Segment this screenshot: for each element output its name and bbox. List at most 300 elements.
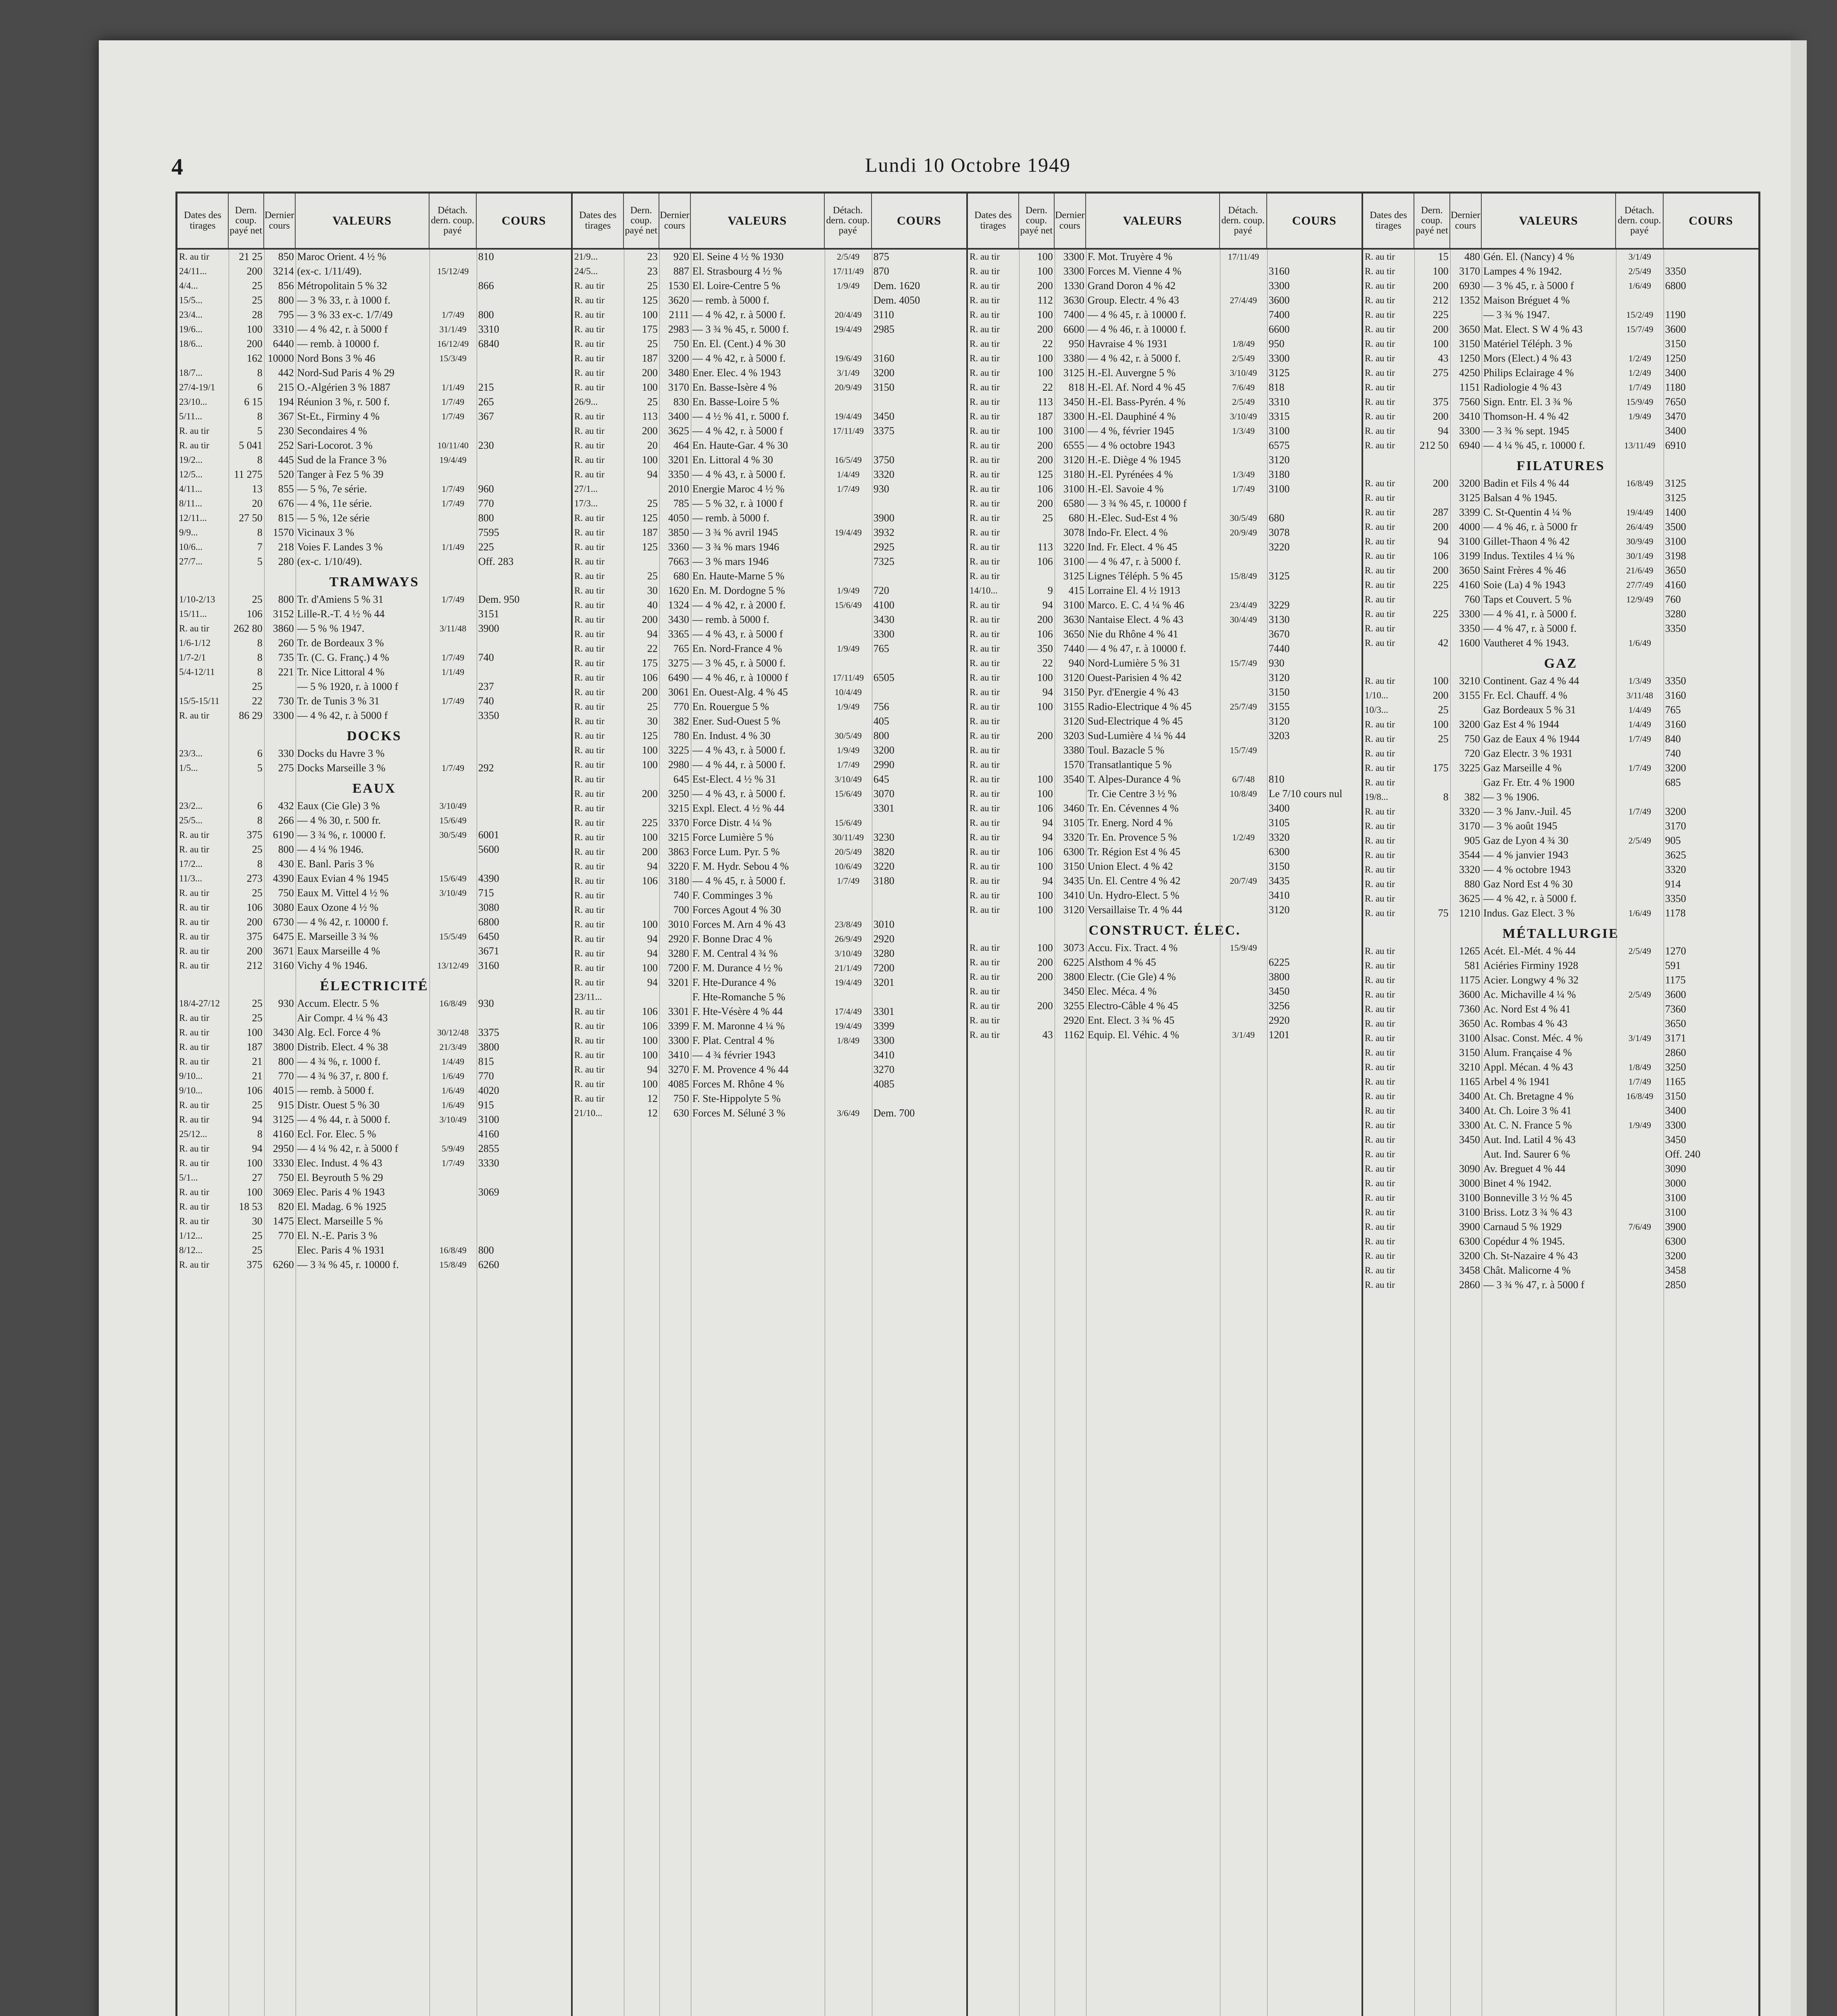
row-security-name: Philips Eclairage 4 % — [1483, 367, 1574, 379]
row-detach-date: 25/7/49 — [1230, 702, 1257, 712]
row-last-price: 6225 — [1063, 956, 1084, 968]
listing-row — [1363, 1133, 1758, 1147]
column-body — [573, 250, 966, 2016]
row-detach-date: 3/10/49 — [439, 801, 467, 811]
listing-row — [573, 525, 966, 540]
row-detach-date: 3/11/48 — [439, 623, 467, 633]
row-quote: 7200 — [873, 962, 895, 974]
row-last-price: 4160 — [273, 1128, 294, 1140]
row-security-name: Transatlantique 5 % — [1087, 759, 1172, 771]
row-last-price: 3301 — [668, 1006, 689, 1017]
row-security-name: — 3 % 33, r. à 1000 f. — [297, 294, 390, 306]
row-security-name: Ch. St-Nazaire 4 % 43 — [1483, 1250, 1578, 1262]
row-quote: 4390 — [478, 873, 499, 884]
listing-row — [177, 279, 571, 293]
row-security-name: At. Ch. Bretagne 4 % — [1483, 1090, 1574, 1102]
row-quote — [477, 1170, 571, 1185]
row-last-price: 218 — [278, 541, 294, 553]
row-detach-date — [1616, 1249, 1664, 1263]
listing-row — [573, 264, 966, 279]
row-security-name: H.-E. Diège 4 % 1945 — [1087, 454, 1181, 466]
row-quote: 770 — [478, 498, 494, 509]
row-dates: 5/1... — [179, 1173, 198, 1183]
column-rule — [1267, 250, 1268, 2016]
row-quote: 818 — [1268, 381, 1284, 393]
row-coupon: 350 — [1037, 643, 1053, 654]
row-dates: R. au tir — [970, 411, 1000, 421]
row-last-price: 3100 — [1063, 425, 1084, 437]
row-quote: 5600 — [478, 843, 499, 855]
listing-row — [968, 540, 1362, 554]
row-coupon: 125 — [642, 730, 658, 741]
row-dates: R. au tir — [574, 629, 605, 639]
row-last-price: 950 — [1068, 338, 1084, 350]
listing-row — [1363, 409, 1758, 424]
row-detach-date: 3/1/49 — [837, 368, 860, 378]
row-dates: R. au tir — [1365, 1164, 1395, 1174]
row-coupon: 100 — [642, 309, 658, 321]
row-security-name: Ener. Sud-Ouest 5 % — [692, 715, 780, 727]
row-last-price: 3100 — [1063, 599, 1084, 611]
row-security-name: Mors (Elect.) 4 % 43 — [1483, 352, 1572, 364]
row-detach-date — [1616, 848, 1664, 862]
row-dates: R. au tir — [179, 1260, 209, 1270]
row-security-name: Thomson-H. 4 % 42 — [1483, 410, 1569, 422]
row-last-price: 432 — [278, 800, 294, 812]
row-last-price: 770 — [278, 1070, 294, 1082]
row-quote: 3171 — [1665, 1032, 1686, 1044]
row-quote: 3200 — [1665, 1250, 1686, 1262]
row-last-price: 3280 — [668, 948, 689, 959]
row-coupon: 200 — [1037, 439, 1053, 451]
row-quote: 3932 — [873, 527, 895, 538]
row-dates: 24/5... — [574, 266, 598, 276]
row-last-price: 6600 — [1063, 323, 1084, 335]
row-last-price: 1210 — [1459, 907, 1480, 919]
row-quote — [1664, 293, 1758, 308]
row-detach-date: 1/6/49 — [442, 1100, 465, 1110]
row-last-price: 1324 — [668, 599, 689, 611]
row-dates: R. au tir — [1365, 493, 1395, 503]
row-detach-date: 16/8/49 — [439, 998, 467, 1008]
row-last-price: 2920 — [668, 933, 689, 945]
listing-row — [177, 1025, 571, 1040]
row-coupon: 94 — [252, 1143, 263, 1154]
listing-row — [177, 453, 571, 467]
row-detach-date — [1220, 540, 1267, 554]
row-detach-date: 3/1/49 — [1232, 1030, 1255, 1040]
row-quote: 1270 — [1665, 945, 1686, 957]
row-quote: 770 — [478, 1070, 494, 1082]
row-quote: 237 — [478, 681, 494, 692]
row-security-name: Ac. Rombas 4 % 43 — [1483, 1018, 1568, 1029]
row-quote: 6840 — [478, 338, 499, 350]
row-last-price — [264, 679, 296, 694]
listing-row — [968, 656, 1362, 671]
listing-row — [177, 746, 571, 761]
row-security-name: H.-El. Savoie 4 % — [1087, 483, 1164, 495]
listing-row — [573, 743, 966, 758]
row-dates: R. au tir — [1365, 310, 1395, 320]
row-security-name: Distr. Ouest 5 % 30 — [297, 1099, 380, 1111]
row-dates: R. au tir — [179, 252, 209, 262]
row-security-name: Gaz de Eaux 4 % 1944 — [1483, 733, 1580, 745]
listing-row — [1363, 1191, 1758, 1205]
row-security-name: Havraise 4 % 1931 — [1087, 338, 1168, 350]
row-dates: R. au tir — [179, 830, 209, 840]
row-coupon — [1414, 1016, 1450, 1031]
listing-row — [573, 729, 966, 743]
row-coupon: 100 — [1037, 309, 1053, 321]
row-coupon — [1414, 862, 1450, 877]
row-last-price: 7663 — [668, 556, 689, 567]
row-security-name: Group. Electr. 4 % 43 — [1087, 294, 1179, 306]
row-security-name: Accum. Electr. 5 % — [297, 998, 379, 1009]
page-edge — [1791, 40, 1807, 2016]
row-security-name: F. M. Durance 4 ½ % — [692, 962, 782, 974]
row-quote: Dem. 950 — [478, 594, 520, 605]
row-last-price: 3399 — [1459, 506, 1480, 518]
row-coupon: 21 25 — [239, 251, 263, 262]
row-last-price: 1530 — [668, 280, 689, 292]
row-detach-date — [1616, 1002, 1664, 1016]
row-coupon — [1019, 1013, 1055, 1028]
row-coupon — [1414, 1002, 1450, 1016]
listing-row — [968, 337, 1362, 351]
row-quote: 4160 — [1665, 579, 1686, 591]
row-security-name: Gaz Fr. Etr. 4 % 1900 — [1483, 777, 1574, 788]
row-last-price: 820 — [278, 1201, 294, 1212]
listing-row — [1363, 746, 1758, 761]
row-last-price: 3320 — [1459, 864, 1480, 875]
row-detach-date — [1220, 308, 1267, 322]
row-detach-date: 30/9/49 — [1626, 536, 1654, 546]
row-security-name: — 4 % 45, r. à 5000 f. — [692, 875, 786, 887]
row-dates: R. au tir — [970, 702, 1000, 712]
listing-row — [177, 1127, 571, 1141]
listing-row — [1363, 819, 1758, 833]
listing-row — [968, 641, 1362, 656]
row-detach-date: 21/1/49 — [834, 963, 862, 973]
row-last-price: 818 — [1068, 381, 1084, 393]
row-security-name: Gén. El. (Nancy) 4 % — [1483, 251, 1574, 262]
row-dates: R. au tir — [1365, 864, 1395, 875]
row-security-name: F. Plat. Central 4 % — [692, 1035, 774, 1046]
row-security-name: Energie Maroc 4 ½ % — [692, 483, 785, 495]
listing-row — [1363, 636, 1758, 650]
row-detach-date: 1/7/49 — [442, 397, 465, 407]
row-dates: R. au tir — [1365, 676, 1395, 686]
row-quote: 3300 — [1268, 352, 1290, 364]
listing-row — [1363, 804, 1758, 819]
row-security-name: Forces M. Rhône 4 % — [692, 1078, 784, 1090]
listing-row — [968, 308, 1362, 322]
row-last-price: 3450 — [1063, 985, 1084, 997]
row-security-name: Eaux (Cie Gle) 3 % — [297, 800, 380, 812]
row-detach-date: 1/3/49 — [1628, 676, 1651, 686]
row-quote — [1267, 941, 1362, 955]
row-coupon: 106 — [246, 902, 263, 913]
listing-row — [968, 1013, 1362, 1028]
row-detach-date — [430, 554, 477, 569]
row-dates: R. au tir — [179, 440, 209, 450]
listing-row — [573, 511, 966, 525]
row-detach-date — [1616, 790, 1664, 804]
row-security-name: Gaz de Lyon 4 ¾ 30 — [1483, 835, 1568, 846]
row-detach-date — [430, 424, 477, 438]
row-coupon: 200 — [1432, 280, 1449, 292]
row-dates: R. au tir — [970, 943, 1000, 953]
listing-row — [1363, 732, 1758, 746]
row-dates: R. au tir — [970, 252, 1000, 262]
row-last-price: 581 — [1464, 960, 1480, 971]
row-last-price: 3380 — [1063, 352, 1084, 364]
row-security-name: En. Basse-Isère 4 % — [692, 381, 777, 393]
row-quote — [1267, 743, 1362, 758]
listing-row — [1363, 1249, 1758, 1263]
row-last-price: 1175 — [1459, 974, 1480, 986]
row-quote: 3160 — [1665, 689, 1686, 701]
row-quote — [872, 888, 966, 903]
row-last-price: 3078 — [1063, 527, 1084, 538]
row-coupon — [1414, 1118, 1450, 1133]
row-coupon: 43 — [1438, 352, 1449, 364]
listing-row — [1363, 1205, 1758, 1220]
row-security-name: Un. Hydro-Elect. 5 % — [1087, 889, 1180, 901]
row-security-name: Elect. Marseille 5 % — [297, 1215, 383, 1227]
row-detach-date: 15/7/49 — [1230, 658, 1257, 668]
column-rule — [1414, 250, 1415, 2016]
row-dates: R. au tir — [970, 861, 1000, 871]
listing-row — [573, 409, 966, 424]
row-coupon: 100 — [642, 454, 658, 466]
row-quote: 3080 — [478, 902, 499, 913]
row-coupon: 27 50 — [239, 512, 263, 524]
row-last-price: 275 — [278, 762, 294, 774]
row-coupon: 106 — [1432, 550, 1449, 562]
row-quote: 3203 — [1268, 730, 1290, 741]
row-dates: R. au tir — [574, 513, 605, 523]
row-security-name: Union Elect. 4 % 42 — [1087, 860, 1173, 872]
row-security-name: — 4 % 42, r. à 5000 f. — [1483, 893, 1577, 904]
row-quote: 3400 — [1665, 425, 1686, 437]
row-security-name: F. M. Maronne 4 ¼ % — [692, 1020, 785, 1032]
row-security-name: — 3 % 1906. — [1483, 791, 1539, 803]
row-detach-date — [1616, 1147, 1664, 1162]
row-last-price: 1330 — [1063, 280, 1084, 292]
row-quote: 3160 — [1665, 719, 1686, 730]
row-coupon: 106 — [642, 672, 658, 683]
row-detach-date — [1220, 1013, 1267, 1028]
row-last-price: 780 — [673, 730, 689, 741]
row-detach-date: 30/1/49 — [1626, 551, 1654, 561]
row-detach-date: 1/1/49 — [442, 542, 465, 552]
row-dates: R. au tir — [1365, 382, 1395, 392]
listing-row — [573, 453, 966, 467]
row-quote: 3150 — [1268, 686, 1290, 698]
listing-row — [1363, 717, 1758, 732]
row-coupon: 106 — [642, 1020, 658, 1032]
listing-row — [1363, 476, 1758, 491]
row-detach-date — [1616, 1133, 1664, 1147]
listing-row — [573, 424, 966, 438]
row-security-name: Radio-Electrique 4 % 45 — [1087, 701, 1192, 712]
row-quote: 875 — [873, 251, 889, 262]
row-coupon: 5 041 — [239, 439, 263, 451]
row-dates: R. au tir — [1365, 1091, 1395, 1101]
row-quote: 3900 — [1665, 1221, 1686, 1233]
row-last-price: 3120 — [1063, 904, 1084, 916]
row-security-name: — 4 % 44, r. à 5000 f. — [297, 1114, 390, 1125]
row-last-price: 3225 — [668, 744, 689, 756]
row-security-name: Accu. Fix. Tract. 4 % — [1087, 942, 1178, 954]
row-detach-date: 20/4/49 — [834, 310, 862, 320]
listing-row — [177, 813, 571, 828]
row-quote — [872, 903, 966, 917]
row-security-name: Tr. (C. G. Franç.) 4 % — [297, 652, 389, 663]
row-last-price: 3860 — [273, 623, 294, 634]
row-detach-date: 3/10/49 — [834, 948, 862, 958]
listing-row — [1363, 877, 1758, 891]
row-coupon: 187 — [642, 352, 658, 364]
row-dates: R. au tir — [1365, 397, 1395, 407]
row-coupon: 225 — [1432, 608, 1449, 620]
row-coupon — [1414, 1220, 1450, 1234]
row-coupon — [1414, 1031, 1450, 1045]
listing-row — [177, 842, 571, 857]
row-coupon: 100 — [246, 323, 263, 335]
row-coupon: 21 — [252, 1070, 263, 1082]
row-detach-date — [430, 250, 477, 264]
row-security-name: Vautheret 4 % 1943. — [1483, 637, 1569, 649]
row-security-name: Gaz Bordeaux 5 % 31 — [1483, 704, 1576, 716]
listing-row — [573, 1019, 966, 1033]
row-last-price: 887 — [673, 265, 689, 277]
row-security-name: — 4 % octobre 1943 — [1483, 864, 1571, 875]
row-security-name: En. Littoral 4 % 30 — [692, 454, 773, 466]
row-security-name: Alg. Ecl. Force 4 % — [297, 1027, 381, 1038]
row-security-name: Lorraine El. 4 ½ 1913 — [1087, 585, 1180, 596]
row-last-price: 4160 — [1459, 579, 1480, 591]
row-quote — [477, 665, 571, 679]
row-dates: 1/10... — [1365, 690, 1389, 700]
row-coupon — [1414, 621, 1450, 636]
row-dates: R. au tir — [970, 745, 1000, 755]
row-coupon: 25 — [647, 498, 658, 509]
row-last-price: 676 — [278, 498, 294, 509]
row-dates: R. au tir — [1365, 638, 1395, 648]
row-security-name: Matériel Téléph. 3 % — [1483, 338, 1572, 350]
row-last-price: 194 — [278, 396, 294, 408]
row-dates: R. au tir — [574, 934, 605, 944]
row-dates: 1/6-1/12 — [179, 638, 211, 648]
row-detach-date: 2/5/49 — [1628, 835, 1651, 846]
row-security-name: Ac. Nord Est 4 % 41 — [1483, 1003, 1571, 1015]
row-security-name: F. Hte-Durance 4 % — [692, 977, 776, 988]
row-security-name: — 4 %, février 1945 — [1087, 425, 1174, 437]
row-security-name: — 3 ¾ % 47, r. à 5000 f — [1483, 1279, 1585, 1291]
row-quote: 800 — [478, 309, 494, 321]
row-quote: 3100 — [1268, 425, 1290, 437]
row-security-name: Nord-Sud Paris 4 % 29 — [297, 367, 394, 379]
row-detach-date: 3/10/49 — [1230, 411, 1257, 421]
row-coupon: 375 — [246, 931, 263, 942]
row-dates: R. au tir — [574, 585, 605, 596]
listing-row — [968, 743, 1362, 758]
row-dates: R. au tir — [970, 397, 1000, 407]
row-coupon — [1414, 877, 1450, 891]
row-quote: 405 — [873, 715, 889, 727]
row-dates: R. au tir — [970, 310, 1000, 320]
row-detach-date: 2/5/49 — [1628, 989, 1651, 1000]
header-detach: Détach. dern. coup. payé — [1616, 194, 1664, 248]
row-quote: 6001 — [478, 829, 499, 841]
row-dates: R. au tir — [179, 1158, 209, 1168]
row-coupon: 12 — [647, 1107, 658, 1119]
row-dates: 27/4-19/1 — [179, 382, 215, 392]
row-dates: 23/2... — [179, 801, 203, 811]
row-dates: 15/11... — [179, 609, 207, 619]
row-detach-date — [430, 1200, 477, 1214]
row-detach-date — [430, 746, 477, 761]
row-dates: R. au tir — [970, 382, 1000, 392]
row-detach-date — [1616, 1263, 1664, 1278]
listing-row — [1363, 505, 1758, 520]
row-coupon: 15 — [1438, 251, 1449, 262]
row-detach-date: 16/8/49 — [1626, 1091, 1654, 1101]
row-detach-date — [1220, 859, 1267, 874]
row-quote: 3450 — [873, 410, 895, 422]
row-security-name: En. Haute-Marne 5 % — [692, 570, 784, 582]
row-dates: R. au tir — [970, 556, 1000, 566]
row-last-price: 3410 — [668, 1049, 689, 1061]
listing-row — [177, 366, 571, 380]
row-security-name: Chât. Malicorne 4 % — [1483, 1264, 1571, 1276]
row-security-name: Nantaise Elect. 4 % 43 — [1087, 614, 1184, 625]
row-dates: R. au tir — [970, 571, 1000, 581]
row-quote — [872, 816, 966, 830]
row-detach-date — [1220, 641, 1267, 656]
listing-row — [1363, 438, 1758, 453]
row-coupon: 94 — [647, 628, 658, 640]
row-quote: 914 — [1665, 878, 1681, 890]
row-quote: 866 — [478, 280, 494, 292]
listing-row — [968, 845, 1362, 859]
row-dates: R. au tir — [574, 1064, 605, 1075]
row-detach-date: 1/2/49 — [1628, 368, 1651, 378]
row-dates: 27/1... — [574, 484, 598, 494]
row-dates: R. au tir — [179, 917, 209, 927]
listing-row — [573, 917, 966, 932]
row-coupon: 25 — [1438, 733, 1449, 745]
listing-row — [177, 1243, 571, 1258]
row-security-name: Radiologie 4 % 43 — [1483, 381, 1562, 393]
row-last-price: 3220 — [668, 860, 689, 872]
header-cours: COURS — [1689, 214, 1733, 227]
row-quote: 2860 — [1665, 1047, 1686, 1058]
row-coupon: 106 — [1037, 556, 1053, 567]
row-coupon: 200 — [1432, 521, 1449, 533]
row-detach-date — [825, 569, 872, 583]
listing-row — [177, 1083, 571, 1098]
row-dates: R. au tir — [574, 847, 605, 857]
listing-row — [1363, 351, 1758, 366]
listing-row — [573, 685, 966, 700]
section-title: TRAMWAYS — [329, 575, 419, 589]
row-detach-date: 1/4/49 — [837, 469, 860, 479]
row-detach-date: 1/7/49 — [1628, 382, 1651, 392]
row-detach-date: 16/8/49 — [439, 1245, 467, 1255]
